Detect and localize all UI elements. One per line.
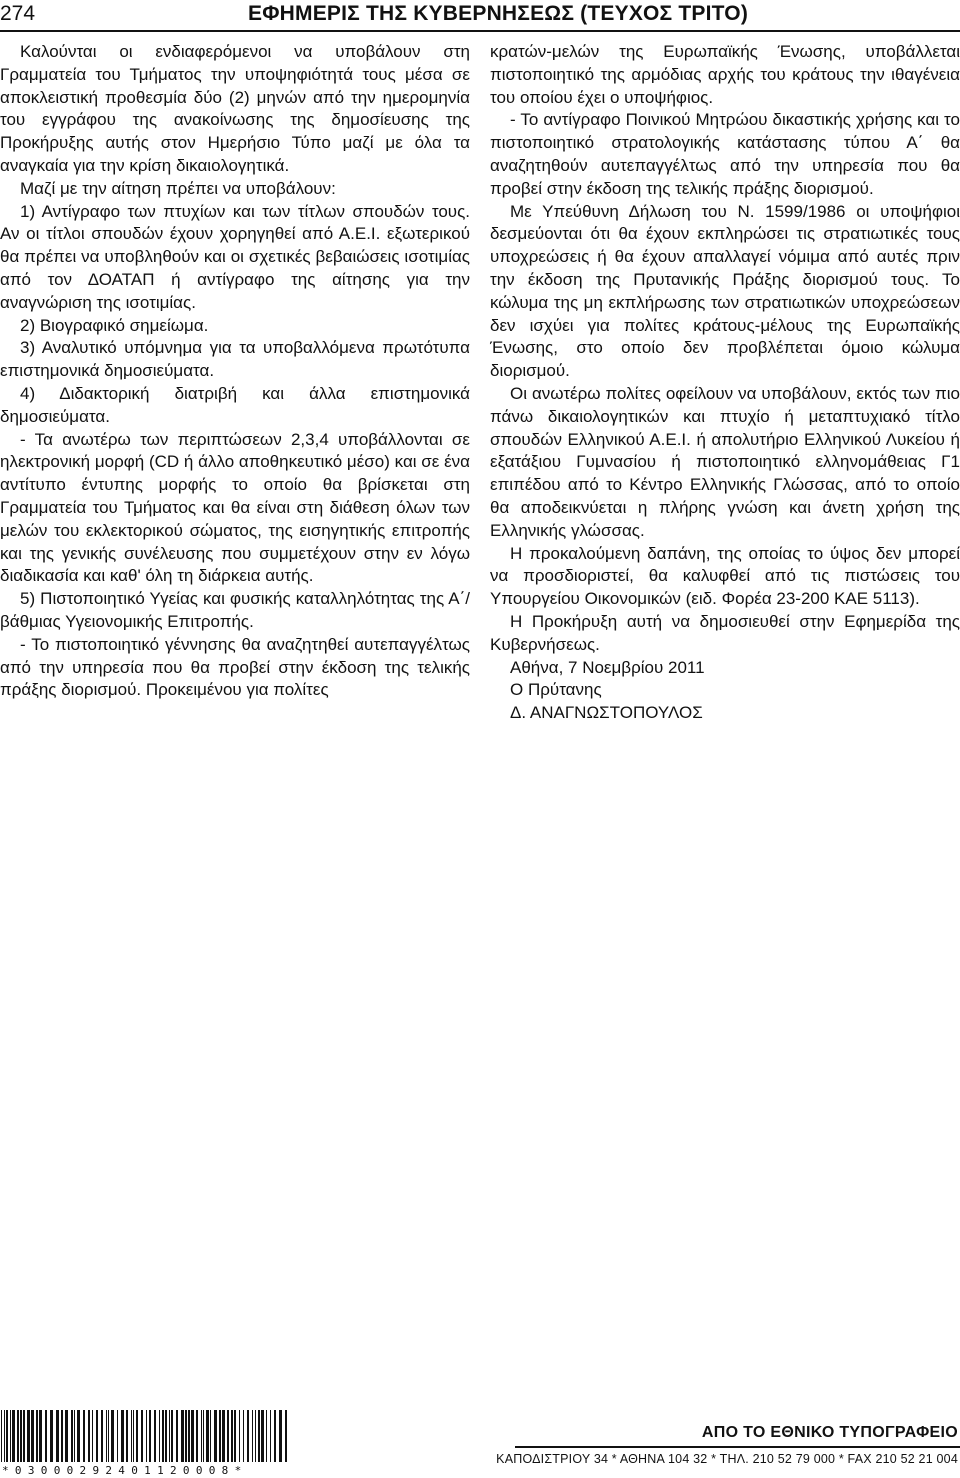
barcode-bar [17,1410,19,1462]
barcode-number: *03000292401120008* [2,1464,248,1477]
barcode-bar [274,1410,276,1462]
barcode-bar [61,1410,63,1462]
barcode-bar [10,1410,11,1462]
barcode-bar [162,1410,164,1462]
barcode-bar [6,1410,8,1462]
barcode-bar [219,1410,221,1462]
barcode-bar [176,1410,178,1462]
barcode-bar [126,1410,128,1462]
paragraph: 5) Πιστοποιητικό Υγείας και φυσικής καταλληλότητας της Α΄/βάθμιας Υγειονομικής Επιτροπής. [0,589,470,631]
barcode-bar [231,1410,233,1462]
barcode-bar [201,1410,202,1462]
paragraph: - Τα ανωτέρω των περιπτώσεων 2,3,4 υποβάλλονται σε ηλεκτρονική μορφή (CD ή άλλο αποθηκευτικό μέσο) και σε ένα αντίτυπο έντυπης μορφής το οποίο θα βρίσκεται στη Γραμματεία του Τμήματος και θα είναι στη διάθεση όλων των μελών του εκλεκτορικού σώματος, της εισηγητικής επιτροπής και της γενικής συνέλευσης που συμμετέχουν στην εν λόγω διαδικασία και καθ' όλη τη διάρκεια αυτής. [0,429,470,586]
barcode-bar [136,1410,138,1462]
barcode-bar [188,1410,190,1462]
barcode-bar [45,1410,47,1462]
signature-name: Δ. ΑΝΑΓΝΩΣΤΟΠΟΥΛΟΣ [510,703,703,723]
barcode-bar [65,1410,68,1462]
barcode-bar [181,1410,184,1462]
barcode-bar [154,1410,156,1462]
barcode-bar [88,1410,90,1462]
barcode-bar [227,1410,229,1462]
right-column [490,41,960,725]
header-rule [0,30,960,32]
barcode-bar [101,1410,103,1462]
paragraph: 4) Διδακτορική διατριβή και άλλα επιστημονικά δημοσιεύματα. [0,383,470,426]
barcode-bar [56,1410,59,1462]
barcode-bar [279,1410,282,1462]
barcode-bar [159,1410,160,1462]
barcode-bar [210,1410,211,1462]
barcode-bar [214,1410,217,1462]
barcode-bar [261,1410,264,1462]
barcode-bar [185,1410,187,1462]
paragraph: Η Προκήρυξη αυτή να δημοσιευθεί στην Εφημερίδα της Κυβερνήσεως. [490,611,960,654]
paragraph: Με Υπεύθυνη Δήλωση του Ν. 1599/1986 οι υποψήφιοι δεσμεύονται ότι θα έχουν εκπληρώσει τις στρατιωτικές τους υποχρεώσεις ή θα έχουν απαλλαγεί νόμιμα από αυτές πριν την έκδοση της Πρυτανικής Πράξης διορισμού τους. Το κώλυμα της μη εκπλήρωσης των στρατιωτικών υποχρεώσεων δεν ισχύει για πολίτες κράτους-μέλους της Ευρωπαϊκής Ένωσης, στο οποίο δεν προβλέπεται όμοιο κώλυμα διορισμού. [490,201,960,381]
barcode-bar [4,1410,5,1462]
barcode-bar [169,1410,170,1462]
barcode-bar [131,1410,132,1462]
barcode-bar [50,1410,53,1462]
barcode-bar [266,1410,267,1462]
paragraph: 2) Βιογραφικό σημείωμα. [20,315,209,335]
barcode-bar [121,1410,124,1462]
barcode-bar [12,1410,15,1462]
barcode-bar [39,1410,42,1462]
paragraph: Μαζί με την αίτηση πρέπει να υποβάλουν: [20,178,336,198]
gazette-title: ΕΦΗΜΕΡΙΣ ΤΗΣ ΚΥΒΕΡΝΗΣΕΩΣ (ΤΕΥΧΟΣ ΤΡΙΤΟ) [248,2,749,25]
page-footer [0,1410,960,1478]
barcode-bar [106,1410,107,1462]
barcode-bar [111,1410,114,1462]
signature-role: Ο Πρύτανης [510,680,602,700]
left-column [0,41,470,702]
paragraph: Οι ανωτέρω πολίτες οφείλουν να υποβάλουν, εκτός των πιο πάνω δικαιολογητικών και πτυχίο ή μεταπτυχιακό τίτλο σπουδών Ελληνικού Α.Ε.Ι. ή απολυτήριο Ελληνικού Λυκείου ή εξατάξιου Γυμνασίου ή πιστοποιητικό ελληνομάθειας Γ1 επιπέδου από το Κέντρο Ελληνικής Γλώσσας, από το οποίο θα αποδεικνύεται η πλήρης γνώση και άνετη χρήση της Ελληνικής γλώσσας. [490,383,960,540]
barcode-bar [27,1410,30,1462]
barcode-bar [247,1410,249,1462]
barcode-bar [258,1410,260,1462]
barcode-bar [141,1410,143,1462]
paragraph: 3) Αναλυτικό υπόμνημα για τα υποβαλλόμενα πρωτότυπα επιστημονικά δημοσιεύματα. [0,338,470,381]
barcode-bar [1,1410,2,1462]
paragraph: Καλούνται οι ενδιαφερόμενοι να υποβάλουν στη Γραμματεία του Τμήματος την υποψηφιότητά τους μέσα σε αποκλειστική προθεσμία δύο (2) μηνών από την ημερομηνία του εγγράφου της ανακοίνωσης της δημοσίευσης της Προκήρυξης αυτής στον Ημερήσιο Τύπο μαζί με όλα τα αναγκαία για την κρίση δικαιολογητικά. [0,42,470,175]
barcode-bar [117,1410,118,1462]
barcode-bar [203,1410,204,1462]
paragraph: - Το αντίγραφο Ποινικού Μητρώου δικαστικής χρήσης και το πιστοποιητικό στρατολογικής κατάστασης τύπου Α΄ θα αναζητηθούν αυτεπαγγέλτως από την υπηρεσία που θα προβεί στην έκδοση της τελικής πράξης διορισμού. [490,110,960,198]
paragraph: Η προκαλούμενη δαπάνη, της οποίας το ύψος δεν μπορεί να προσδιοριστεί, θα καλυφθεί από τις πιστώσεις του Υπουργείου Οικονομικών (ειδ. Φορέα 23-200 ΚΑΕ 5113). [490,543,960,609]
paragraph: κρατών-μελών της Ευρωπαϊκής Ένωσης, υποβάλλεται πιστοποιητικό της αρμόδιας αρχής του κράτους την ιθαγένεια του οποίου έχει ο υποψήφιος. [490,42,960,107]
barcode-bar [239,1410,240,1462]
barcode-bar [133,1410,134,1462]
barcode-bar [165,1410,167,1462]
barcode-bar [171,1410,173,1462]
barcode-bar [146,1410,147,1462]
barcode-bar [96,1410,98,1462]
barcode-bar [252,1410,253,1462]
page-number: 274 [0,2,36,25]
barcode-bar [36,1410,38,1462]
paragraph: 1) Αντίγραφο των πτυχίων και των τίτλων σπουδών τους. Αν οι τίτλοι σπουδών έχουν χορηγηθεί από Α.Ε.Ι. εξωτερικού θα πρέπει να υποβληθούν και οι σχετικές βεβαιώσεις ισοτιμίας από τον ΔΟΑΤΑΠ ή αντίγραφο της αίτησης για την αναγνώριση της ισοτιμίας. [0,201,470,312]
barcode [0,1410,290,1462]
barcode-bar [149,1410,151,1462]
barcode-bar [255,1410,256,1462]
barcode-bar [222,1410,225,1462]
printer-address: ΚΑΠΟΔΙΣΤΡΙΟΥ 34 * ΑΘΗΝΑ 104 32 * ΤΗΛ. 210 52 79 000 * FAX 210 52 21 004 [496,1452,958,1466]
barcode-bar [206,1410,209,1462]
barcode-bar [270,1410,271,1462]
barcode-bar [77,1410,80,1462]
barcode-bar [23,1410,25,1462]
barcode-bar [92,1410,93,1462]
printer-name: ΑΠΟ ΤΟ ΕΘΝΙΚΟ ΤΥΠΟΓΡΑΦΕΙΟ [701,1424,958,1441]
barcode-bar [191,1410,194,1462]
address-rule [515,1446,960,1448]
paragraph: - Το πιστοποιητικό γέννησης θα αναζητηθεί αυτεπαγγέλτως από την υπηρεσία που θα προβεί στην έκδοση της τελικής πράξης διορισμού. Προκειμένου για πολίτες [0,634,470,700]
barcode-bar [108,1410,109,1462]
page-header [0,0,960,30]
barcode-bar [74,1410,75,1462]
barcode-bar [234,1410,236,1462]
barcode-bar [285,1410,287,1462]
barcode-bar [196,1410,198,1462]
barcode-bar [31,1410,34,1462]
barcode-bar [20,1410,22,1462]
barcode-bar [243,1410,244,1462]
signature-place-date: Αθήνα, 7 Νοεμβρίου 2011 [510,657,705,677]
barcode-bar [71,1410,73,1462]
barcode-bar [83,1410,85,1462]
